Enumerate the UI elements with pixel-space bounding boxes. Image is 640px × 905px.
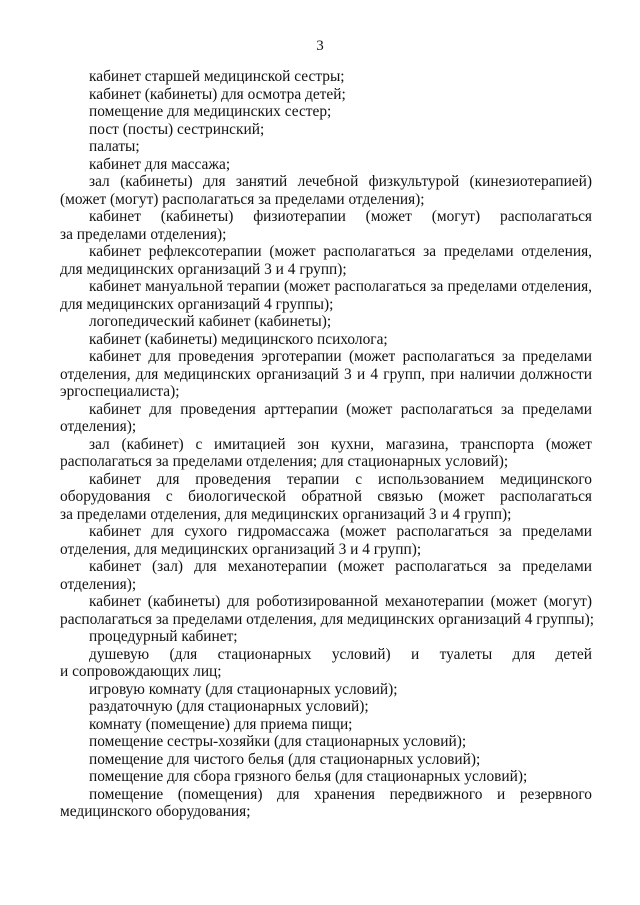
text-line: помещение для сбора грязного белья (для стационарных условий); (89, 768, 528, 785)
list-item (60, 103, 592, 121)
text-line: и сопровождающих лиц; (60, 663, 222, 680)
list-item (60, 698, 592, 716)
list-item (60, 208, 592, 243)
text-line: кабинет (кабинеты) медицинского психолога; (89, 330, 388, 348)
list-item (60, 558, 592, 593)
list-item (60, 471, 592, 524)
list-item (60, 138, 592, 156)
text-line: помещение (помещения) для хранения передвижного и резервного (89, 785, 592, 803)
text-line: кабинет (кабинеты) для осмотра детей; (89, 85, 346, 103)
text-line: игровую комнату (для стационарных условий); (89, 680, 398, 698)
text-line: отделения, для медицинских организаций 3 и 4 групп); (60, 540, 422, 558)
list-item (60, 646, 592, 681)
list-item (60, 86, 592, 104)
text-line: помещение для медицинских сестер; (89, 103, 332, 120)
text-line: помещение для чистого белья (для стационарных условий); (89, 750, 481, 768)
text-line: зал (кабинет) с имитацией зон кухни, магазина, транспорта (может (89, 435, 592, 453)
text-line: отделения, для медицинских организаций 3 и 4 групп, при наличии должности (60, 365, 592, 383)
text-line: оборудования с биологической обратной связью (может располагаться (60, 488, 592, 505)
text-line: отделения); (60, 418, 137, 435)
text-line: медицинского оборудования; (60, 803, 251, 820)
text-line: комнату (помещение) для приема пищи; (89, 715, 353, 733)
list-item (60, 681, 592, 699)
text-line: отделения); (60, 575, 137, 593)
list-item (60, 628, 592, 646)
text-line: кабинет для массажа; (89, 155, 231, 173)
text-line: логопедический кабинет (кабинеты); (89, 313, 332, 330)
list-item (60, 278, 592, 313)
document-body (60, 68, 592, 821)
text-line: раздаточную (для стационарных условий); (89, 698, 369, 715)
text-line: для медицинских организаций 3 и 4 групп); (60, 260, 347, 278)
list-item (60, 436, 592, 471)
text-line: располагаться за пределами отделения; для стационарных условий); (60, 453, 509, 470)
text-line: за пределами отделения, для медицинских организаций 3 и 4 групп); (60, 505, 512, 523)
list-item (60, 768, 592, 786)
list-item (60, 786, 592, 821)
text-line: (может (могут) располагаться за пределами отделения); (60, 190, 425, 208)
text-line: за пределами отделения); (60, 225, 227, 243)
list-item (60, 313, 592, 331)
text-line: кабинет старшей медицинской сестры; (89, 68, 345, 85)
text-line: кабинет для проведения эрготерапии (может располагаться за пределами (89, 348, 592, 365)
list-item (60, 173, 592, 208)
text-line: зал (кабинеты) для занятий лечебной физкультурой (кинезиотерапией) (89, 173, 592, 190)
text-line: кабинет (зал) для механотерапии (может располагаться за пределами (89, 558, 592, 575)
list-item (60, 348, 592, 401)
list-item (60, 733, 592, 751)
list-item (60, 523, 592, 558)
page-number: 3 (316, 38, 324, 54)
text-line: пост (посты) сестринский; (89, 120, 265, 138)
text-line: кабинет (кабинеты) для роботизированной механотерапии (может (могут) (89, 593, 592, 610)
list-item (60, 593, 592, 628)
list-item (60, 716, 592, 734)
text-line: эргоспециалиста); (60, 383, 180, 400)
text-line: процедурный кабинет; (89, 628, 238, 645)
text-line: душевую (для стационарных условий) и туалеты для детей (89, 645, 592, 663)
list-item (60, 156, 592, 174)
text-line: кабинет рефлексотерапии (может располагаться за пределами отделения, (89, 243, 592, 260)
text-line: для медицинских организаций 4 группы); (60, 295, 334, 313)
text-line: кабинет для сухого гидромассажа (может располагаться за пределами (89, 523, 592, 540)
text-line: располагаться за пределами отделения, для медицинских организаций 4 группы); (60, 610, 594, 628)
list-item (60, 68, 592, 86)
list-item (60, 751, 592, 769)
text-line: палаты; (89, 138, 140, 155)
text-line: кабинет мануальной терапии (может располагаться за пределами отделения, (89, 278, 592, 295)
text-line: кабинет для проведения терапии с использованием медицинского (89, 470, 592, 488)
text-line: помещение сестры-хозяйки (для стационарных условий); (89, 733, 467, 750)
list-item (60, 243, 592, 278)
list-item (60, 401, 592, 436)
list-item (60, 331, 592, 349)
text-line: кабинет для проведения арттерапии (может располагаться за пределами (89, 400, 592, 418)
list-item (60, 121, 592, 139)
text-line: кабинет (кабинеты) физиотерапии (может (могут) располагаться (89, 208, 592, 225)
